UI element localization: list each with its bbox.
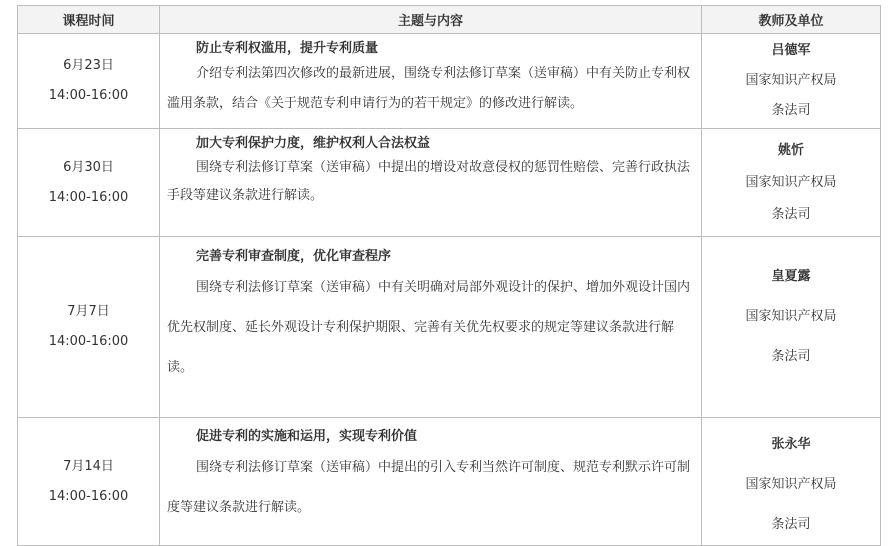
session-description: 围绕专利法修订草案（送审稿）中提出的引入专利当然许可制度、规范专利默示许可制度等建议条款进行解读。 [167,460,691,515]
teacher-org: 国家知识产权局 [745,309,837,324]
session-teacher-cell [702,34,881,129]
course-schedule-table [17,5,881,546]
session-topic-cell [160,418,702,546]
session-date: 6月23日 [63,58,114,73]
teacher-dept: 条法司 [771,207,811,222]
session-topic-cell [160,129,702,237]
header-teacher: 教师及单位 [702,6,881,34]
session-hours: 14:00-16:00 [48,189,129,205]
session-topic-cell [160,34,702,129]
session-title: 促进专利的实施和运用，实现专利价值 [196,429,418,444]
header-time: 课程时间 [18,6,160,34]
session-description: 围绕专利法修订草案（送审稿）中提出的增设对故意侵权的惩罚性赔偿、完善行政执法手段等建议条款进行解读。 [167,160,691,203]
session-time-cell [18,237,160,418]
session-title: 完善专利审查制度，优化审查程序 [196,249,392,264]
teacher-name: 姚忻 [777,143,804,158]
session-date: 7月7日 [67,304,110,319]
header-topic: 主题与内容 [160,6,702,34]
session-time-cell [18,418,160,546]
session-hours: 14:00-16:00 [48,488,129,504]
teacher-name: 张永华 [771,437,811,452]
teacher-dept: 条法司 [771,349,811,364]
session-teacher-cell [702,237,881,418]
session-hours: 14:00-16:00 [48,334,129,349]
session-date: 7月14日 [63,458,114,474]
table-row [18,237,881,418]
table-header-row [18,6,881,34]
session-title: 防止专利权滥用，提升专利质量 [196,41,379,56]
teacher-dept: 条法司 [771,517,811,532]
teacher-org: 国家知识产权局 [745,73,837,88]
teacher-org: 国家知识产权局 [745,477,837,492]
teacher-dept: 条法司 [771,103,811,118]
table-row [18,34,881,129]
session-hours: 14:00-16:00 [48,88,129,103]
table-row [18,129,881,237]
session-topic-cell [160,237,702,418]
session-time-cell [18,129,160,237]
session-teacher-cell [702,418,881,546]
session-description: 介绍专利法第四次修改的最新进展，围绕专利法修订草案（送审稿）中有关防止专利权滥用条款，结合《关于规范专利申请行为的若干规定》的修改进行解读。 [167,66,691,111]
session-teacher-cell [702,129,881,237]
teacher-name: 吕德军 [771,43,811,58]
teacher-name: 皇夏露 [771,269,811,284]
session-time-cell [18,34,160,129]
session-title: 加大专利保护力度，维护权利人合法权益 [196,136,431,151]
table-row [18,418,881,546]
session-description: 围绕专利法修订草案（送审稿）中有关明确对局部外观设计的保护、增加外观设计国内优先权制度、延长外观设计专利保护期限、完善有关优先权要求的规定等建议条款进行解读。 [167,280,691,375]
session-date: 6月30日 [63,159,114,175]
teacher-org: 国家知识产权局 [745,175,837,190]
